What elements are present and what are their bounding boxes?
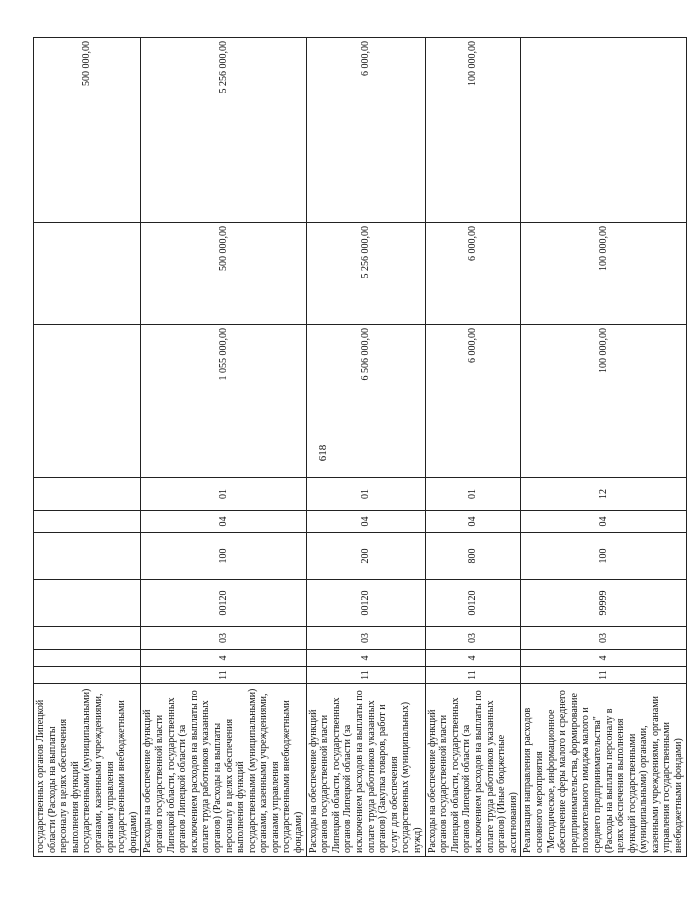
code-cell: 04 xyxy=(141,511,306,533)
amount-cell: 6 000,00 xyxy=(425,325,521,478)
amount-cell: 100 000,00 xyxy=(425,38,521,223)
row-description: государственных органов Липецкой области (Расходы на выплаты персоналу в целях обеспечения выполнения функций государственными (муниципальными) органами, казенными учреждениями, органами управления государственными внебюджетными фондами) xyxy=(34,684,141,857)
table-row xyxy=(306,38,425,857)
code-cell: 00120 xyxy=(425,580,521,627)
code-cell: 4 xyxy=(141,650,306,667)
code-cell: 11 xyxy=(306,667,425,684)
amount-cell xyxy=(521,38,686,223)
code-cell: 4 xyxy=(425,650,521,667)
amount-cell: 500 000,00 xyxy=(141,223,306,325)
amount-cell: 6 000,00 xyxy=(306,38,425,223)
code-cell xyxy=(34,650,141,667)
amount-cell: 6 000,00 xyxy=(425,223,521,325)
amount-cell: 100 000,00 xyxy=(521,325,686,478)
code-cell: 4 xyxy=(306,650,425,667)
row-description: Расходы на обеспечение функций органов государственной власти Липецкой области, государственных органов Липецкой области (за исключением расходов на выплаты по оплате труда работников указанных органов) (Расходы на выплаты персоналу в целях обеспечения выполнения функций государственными (муниципальными) органами, казенными учреждениями, органами управления государственными внебюджетными фондами) xyxy=(141,684,306,857)
table-row xyxy=(141,38,306,857)
code-cell: 03 xyxy=(141,627,306,650)
code-cell: 99999 xyxy=(521,580,686,627)
code-cell: 04 xyxy=(521,511,686,533)
code-cell xyxy=(34,667,141,684)
code-cell: 00120 xyxy=(306,580,425,627)
row-description: Расходы на обеспечение функций органов государственной власти Липецкой области, государственных органов Липецкой области (за исключением расходов на выплаты по оплате труда работников указанных органов) (Закупка товаров, работ и услуг для обеспечения государственных (муниципальных) нужд) xyxy=(306,684,425,857)
code-cell: 03 xyxy=(521,627,686,650)
code-cell: 00120 xyxy=(141,580,306,627)
amount-cell: 6 506 000,00 xyxy=(306,325,425,478)
code-cell: 100 xyxy=(521,533,686,580)
budget-table xyxy=(33,37,687,857)
code-cell: 800 xyxy=(425,533,521,580)
code-cell xyxy=(34,478,141,511)
code-cell: 4 xyxy=(521,650,686,667)
rotated-table-container xyxy=(33,37,685,857)
code-cell xyxy=(34,580,141,627)
amount-cell: 500 000,00 xyxy=(34,38,141,223)
table-row xyxy=(34,38,141,857)
code-cell: 03 xyxy=(306,627,425,650)
code-cell xyxy=(34,511,141,533)
code-cell: 03 xyxy=(425,627,521,650)
row-description: Расходы на обеспечение функций органов государственной власти Липецкой области, государственных органов Липецкой области (за исключением расходов на выплаты по оплате труда работников указанных органов) (Иные бюджетные ассигнования) xyxy=(425,684,521,857)
amount-cell: 100 000,00 xyxy=(521,223,686,325)
page-number: 618 xyxy=(317,444,329,462)
code-cell: 04 xyxy=(306,511,425,533)
amount-cell: 1 055 000,00 xyxy=(141,325,306,478)
code-cell: 100 xyxy=(141,533,306,580)
table-row xyxy=(521,38,686,857)
code-cell: 200 xyxy=(306,533,425,580)
code-cell: 01 xyxy=(425,478,521,511)
amount-cell xyxy=(34,325,141,478)
code-cell: 04 xyxy=(425,511,521,533)
code-cell: 11 xyxy=(141,667,306,684)
amount-cell: 5 256 000,00 xyxy=(141,38,306,223)
amount-cell xyxy=(34,223,141,325)
code-cell: 12 xyxy=(521,478,686,511)
amount-cell: 5 256 000,00 xyxy=(306,223,425,325)
code-cell: 01 xyxy=(141,478,306,511)
row-description: Реализация направления расходов основного мероприятия "Методическое, информационное обеспечение сферы малого и среднего предпринимательства, формирование положительного имиджа малого и среднего предпринимательства" (Расходы на выплаты персоналу в целях обеспечения выполнения функций государственными (муниципальными) органами, казенными учреждениями, органами управления государственными внебюджетными фондами) xyxy=(521,684,686,857)
code-cell: 11 xyxy=(521,667,686,684)
code-cell: 11 xyxy=(425,667,521,684)
code-cell: 01 xyxy=(306,478,425,511)
table-row xyxy=(425,38,521,857)
code-cell xyxy=(34,533,141,580)
code-cell xyxy=(34,627,141,650)
